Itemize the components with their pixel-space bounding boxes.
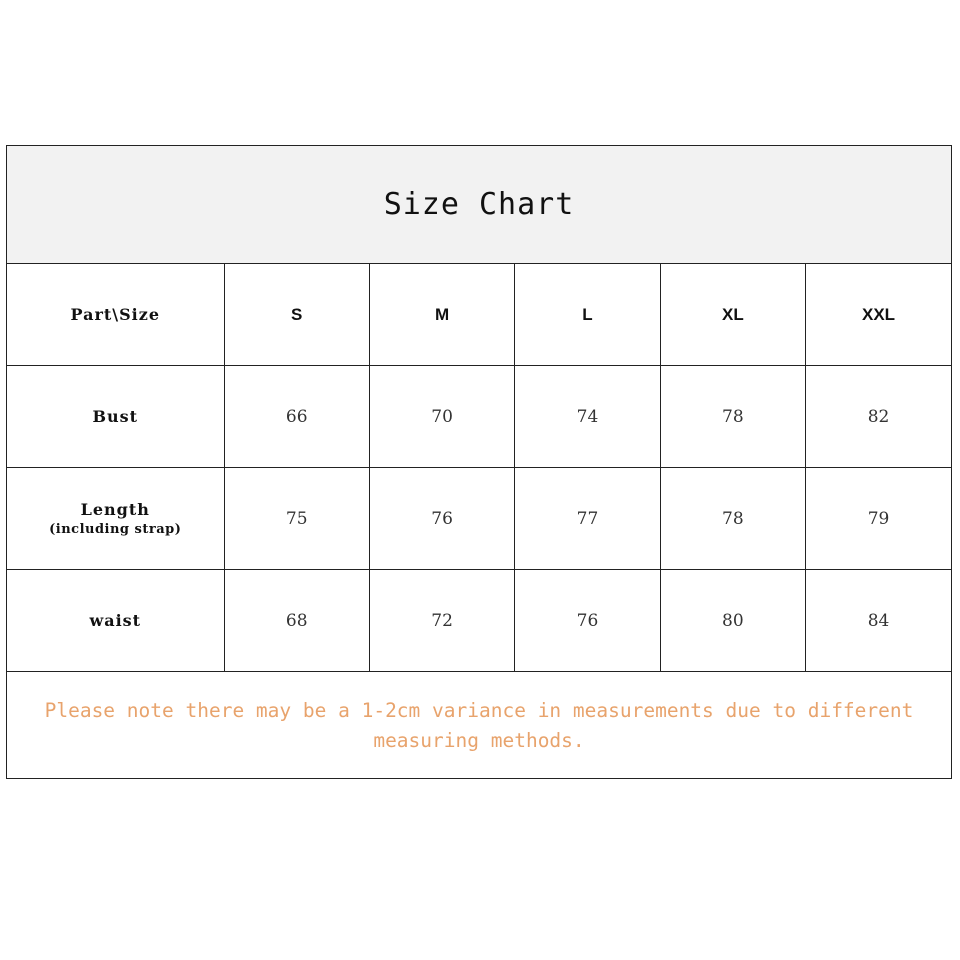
size-label: XXL — [862, 304, 896, 324]
size-chart — [6, 145, 952, 779]
size-label: XL — [722, 304, 744, 324]
row-label: waist — [89, 610, 142, 630]
measurement-note: Please note there may be a 1-2cm variance in measurements due to different measuring methods. — [44, 699, 914, 752]
value-cell — [660, 366, 805, 468]
row-sublabel: (including strap) — [49, 522, 182, 537]
cell-value: 79 — [867, 508, 890, 529]
value-cell — [515, 570, 660, 672]
cell-value: 82 — [867, 406, 890, 427]
cell-value: 78 — [722, 508, 744, 529]
value-cell — [369, 570, 514, 672]
cell-value: 76 — [431, 508, 453, 529]
cell-value: 70 — [431, 406, 453, 427]
value-cell — [515, 468, 660, 570]
value-cell — [660, 468, 805, 570]
cell-value: 74 — [576, 406, 599, 427]
size-header-xxl — [806, 264, 951, 366]
cell-value: 84 — [867, 610, 890, 631]
value-cell — [224, 570, 369, 672]
cell-value: 78 — [722, 406, 744, 427]
size-label: L — [582, 304, 593, 324]
cell-value: 76 — [576, 610, 599, 631]
size-header-xl — [660, 264, 805, 366]
cell-value: 66 — [285, 406, 308, 427]
cell-value: 80 — [722, 610, 744, 631]
value-cell — [806, 468, 951, 570]
value-cell — [224, 366, 369, 468]
chart-title: Size Chart — [383, 187, 575, 222]
value-cell — [369, 468, 514, 570]
size-header-l — [515, 264, 660, 366]
value-cell — [660, 570, 805, 672]
table-row-bust — [7, 366, 951, 468]
size-header-m — [369, 264, 514, 366]
table-row-waist — [7, 570, 951, 672]
cell-value: 77 — [576, 508, 599, 529]
row-label-cell — [7, 570, 224, 672]
size-table — [7, 264, 951, 672]
cell-value: 68 — [285, 610, 308, 631]
note-row — [7, 672, 951, 780]
value-cell — [806, 570, 951, 672]
value-cell — [224, 468, 369, 570]
size-label: S — [291, 304, 303, 324]
value-cell — [515, 366, 660, 468]
table-row-length — [7, 468, 951, 570]
header-row — [7, 264, 951, 366]
corner-cell — [7, 264, 224, 366]
value-cell — [806, 366, 951, 468]
row-label: Length — [80, 500, 150, 519]
size-label: M — [435, 304, 450, 324]
row-label-cell — [7, 468, 224, 570]
cell-value: 75 — [285, 508, 308, 529]
cell-value: 72 — [431, 610, 453, 631]
value-cell — [369, 366, 514, 468]
size-header-s — [224, 264, 369, 366]
corner-label: Part\Size — [70, 304, 161, 324]
row-label-cell — [7, 366, 224, 468]
title-row — [7, 146, 951, 264]
row-label: Bust — [92, 406, 139, 426]
